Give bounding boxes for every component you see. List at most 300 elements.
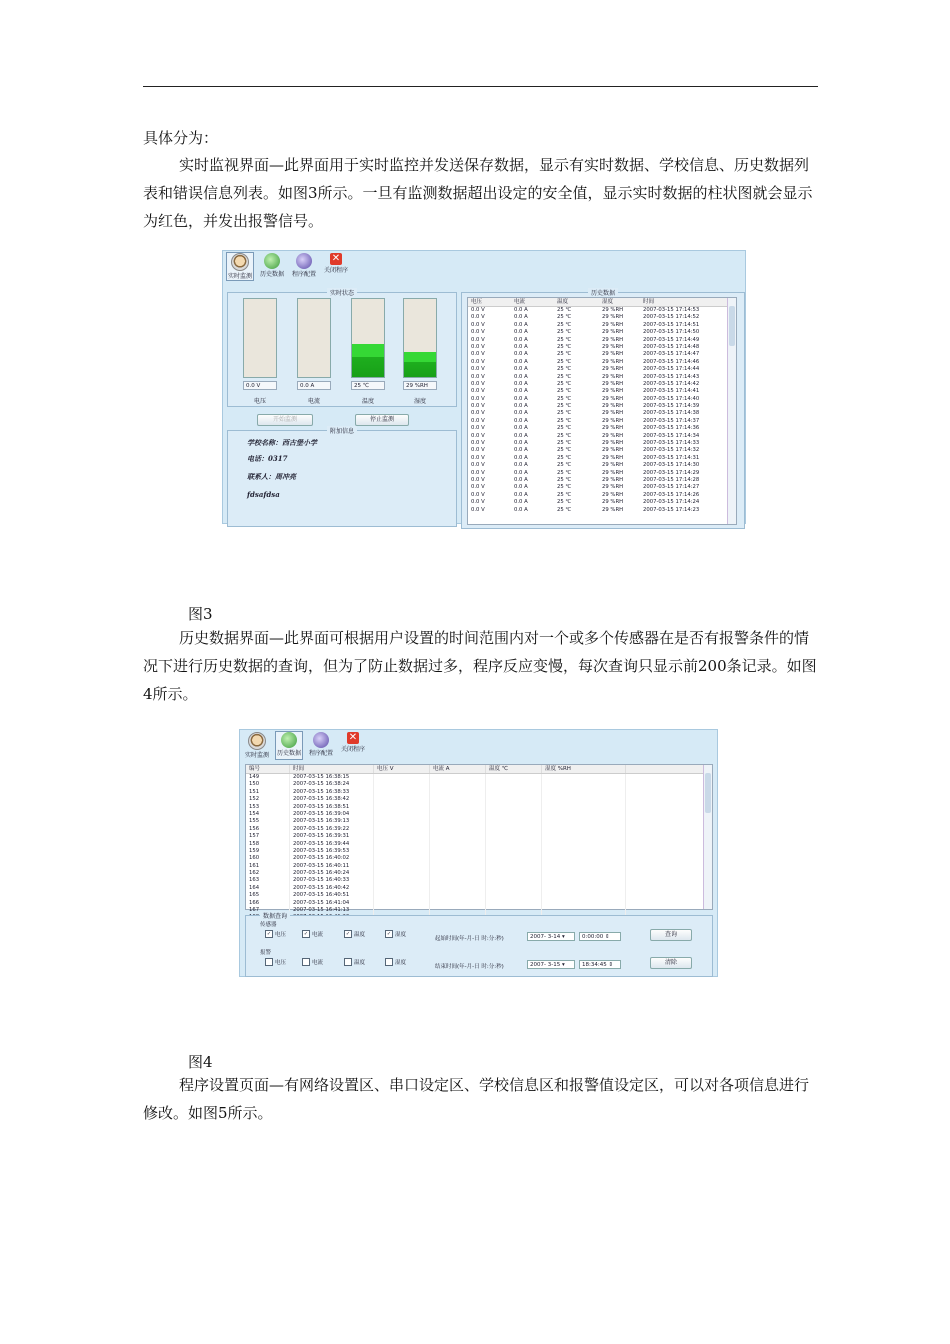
table-cell bbox=[486, 804, 542, 811]
table-cell bbox=[430, 892, 486, 899]
table-cell bbox=[542, 855, 626, 862]
start-date-picker[interactable]: 2007- 3-14 ▾ bbox=[527, 932, 575, 941]
history-row[interactable] bbox=[468, 507, 736, 514]
history-cell: 29 %RH bbox=[602, 307, 624, 313]
history-cell: 0.0 A bbox=[514, 314, 528, 321]
table-cell: 155 bbox=[246, 818, 290, 825]
table-cell bbox=[542, 781, 626, 788]
history-cell: 29 %RH bbox=[602, 395, 624, 402]
history-row[interactable] bbox=[468, 344, 736, 351]
table-cell bbox=[430, 841, 486, 848]
checkbox-label: 温度 bbox=[354, 960, 366, 966]
table-cell bbox=[542, 796, 626, 803]
history-cell: 0.0 A bbox=[514, 476, 528, 483]
history-cell: 29 %RH bbox=[602, 506, 624, 513]
table-cell bbox=[542, 833, 626, 840]
history-row[interactable] bbox=[468, 351, 736, 358]
gauge-fill bbox=[352, 344, 384, 377]
history-cell: 25 ℃ bbox=[557, 403, 572, 410]
history-cell: 2007-03-15 17:14:53 bbox=[643, 307, 700, 313]
table-row[interactable] bbox=[246, 855, 712, 862]
history-cell: 2007-03-15 17:14:36 bbox=[643, 425, 700, 432]
table-cell: 2007-03-15 16:40:11 bbox=[290, 863, 374, 870]
history-cell: 29 %RH bbox=[602, 380, 624, 387]
table-cell bbox=[542, 885, 626, 892]
table-cell bbox=[374, 811, 430, 818]
table-row[interactable] bbox=[246, 804, 712, 811]
history-row[interactable] bbox=[468, 418, 736, 425]
history-cell: 29 %RH bbox=[602, 454, 624, 461]
history-cell: 0.0 A bbox=[514, 351, 528, 358]
table-cell bbox=[486, 826, 542, 833]
extra-info-group: 附加信息 bbox=[227, 430, 457, 527]
history-cell: 0.0 V bbox=[471, 476, 485, 483]
history-cell: 29 %RH bbox=[602, 336, 624, 343]
table-row[interactable] bbox=[246, 848, 712, 855]
table-cell bbox=[374, 907, 430, 914]
history-cell: 25 ℃ bbox=[557, 358, 572, 365]
history-cell: 0.0 V bbox=[471, 388, 485, 395]
stop-monitor-button[interactable]: 停止监测 bbox=[355, 414, 409, 426]
history-cell: 25 ℃ bbox=[557, 366, 572, 373]
history-cell: 0.0 V bbox=[471, 314, 485, 321]
table-cell bbox=[374, 863, 430, 870]
history-table[interactable] bbox=[245, 764, 713, 914]
paragraph-settings: 程序设置页面—有网络设置区、串口设定区、学校信息区和报警值设定区，可以对各项信息进行修改。如图5所示。 bbox=[143, 1076, 810, 1122]
history-cell: 0.0 A bbox=[514, 329, 528, 336]
toolbar-history-button[interactable]: 历史数据 bbox=[276, 732, 302, 759]
history-cell: 0.0 A bbox=[514, 343, 528, 350]
sensor-checkbox[interactable] bbox=[385, 930, 406, 938]
history-cell: 0.0 A bbox=[514, 432, 528, 439]
table-row[interactable] bbox=[246, 833, 712, 840]
history-cell: 2007-03-15 17:14:27 bbox=[643, 484, 700, 491]
history-row[interactable] bbox=[468, 440, 736, 447]
history-cell: 25 ℃ bbox=[557, 410, 572, 417]
history-list-header bbox=[468, 298, 736, 307]
column-header[interactable]: 湿度 bbox=[602, 299, 614, 305]
start-monitor-button[interactable]: 开始监测 bbox=[257, 414, 313, 426]
school-phone: 电话：0317 bbox=[247, 454, 288, 463]
table-cell: 151 bbox=[246, 789, 290, 796]
history-row[interactable] bbox=[468, 388, 736, 395]
checkbox-box[interactable]: ✓ bbox=[345, 931, 351, 937]
history-cell: 2007-03-15 17:14:48 bbox=[643, 343, 700, 350]
history-row[interactable] bbox=[468, 329, 736, 336]
toolbar bbox=[223, 251, 745, 282]
table-cell bbox=[374, 848, 430, 855]
table-cell bbox=[486, 870, 542, 877]
table-cell: 2007-03-15 16:38:24 bbox=[290, 781, 374, 788]
history-cell: 2007-03-15 17:14:28 bbox=[643, 476, 700, 483]
table-row[interactable] bbox=[246, 841, 712, 848]
table-cell bbox=[430, 848, 486, 855]
table-cell bbox=[374, 877, 430, 884]
alarm-label: 报警 bbox=[260, 950, 272, 956]
table-cell: 165 bbox=[246, 892, 290, 899]
history-cell: 29 %RH bbox=[602, 410, 624, 417]
checkbox-label: 电流 bbox=[312, 960, 324, 966]
table-cell: 2007-03-15 16:38:51 bbox=[290, 804, 374, 811]
table-cell bbox=[542, 877, 626, 884]
history-cell: 29 %RH bbox=[602, 476, 624, 483]
history-cell: 29 %RH bbox=[602, 366, 624, 373]
table-cell bbox=[430, 796, 486, 803]
table-cell: 2007-03-15 16:39:13 bbox=[290, 818, 374, 825]
table-cell bbox=[430, 826, 486, 833]
history-cell: 29 %RH bbox=[602, 343, 624, 350]
table-row[interactable] bbox=[246, 818, 712, 825]
history-row[interactable] bbox=[468, 337, 736, 344]
history-row[interactable] bbox=[468, 462, 736, 469]
history-cell: 0.0 A bbox=[514, 388, 528, 395]
history-cell: 25 ℃ bbox=[557, 373, 572, 380]
history-cell: 0.0 A bbox=[514, 307, 528, 313]
gear-icon bbox=[296, 253, 312, 269]
history-cell: 0.0 A bbox=[514, 506, 528, 513]
history-cell: 2007-03-15 17:14:51 bbox=[643, 321, 700, 328]
table-row[interactable] bbox=[246, 826, 712, 833]
history-cell: 25 ℃ bbox=[557, 388, 572, 395]
sensor-label: 传感器 bbox=[260, 922, 277, 928]
table-cell bbox=[430, 870, 486, 877]
sensor-checkbox[interactable] bbox=[302, 930, 323, 938]
figure-4-screenshot bbox=[239, 729, 718, 977]
gauge-label: 湿度 bbox=[413, 398, 426, 405]
history-cell: 2007-03-15 17:14:52 bbox=[643, 314, 700, 321]
table-cell bbox=[486, 848, 542, 855]
history-cell: 29 %RH bbox=[602, 351, 624, 358]
column-header[interactable]: 时间 bbox=[290, 765, 374, 773]
table-row[interactable] bbox=[246, 811, 712, 818]
history-cell: 2007-03-15 17:14:43 bbox=[643, 373, 700, 380]
history-row[interactable] bbox=[468, 499, 736, 506]
gauge-bar bbox=[243, 298, 277, 378]
table-row[interactable] bbox=[246, 774, 712, 781]
table-cell bbox=[486, 796, 542, 803]
history-cell: 0.0 V bbox=[471, 307, 485, 313]
history-cell: 29 %RH bbox=[602, 417, 624, 424]
column-header[interactable]: 电流 A bbox=[430, 765, 486, 773]
table-row[interactable] bbox=[246, 870, 712, 877]
end-time-spinner[interactable]: 18:34:45 ⇕ bbox=[579, 960, 621, 969]
alarm-checkbox[interactable] bbox=[344, 958, 365, 966]
gauge-label: 电流 bbox=[307, 398, 320, 405]
checkbox-box[interactable]: ✓ bbox=[303, 931, 309, 937]
toolbar-close-button[interactable]: ✕ 关闭程序 bbox=[323, 253, 348, 274]
table-cell: 166 bbox=[246, 900, 290, 907]
history-cell: 2007-03-15 17:14:38 bbox=[643, 410, 700, 417]
alarm-checkbox[interactable] bbox=[302, 958, 323, 966]
table-cell bbox=[486, 818, 542, 825]
table-row[interactable] bbox=[246, 892, 712, 899]
table-cell: 2007-03-15 16:38:42 bbox=[290, 796, 374, 803]
history-row[interactable] bbox=[468, 307, 736, 314]
history-cell: 25 ℃ bbox=[557, 380, 572, 387]
intro-text: 具体分为： bbox=[143, 129, 219, 147]
table-cell: 2007-03-15 16:39:04 bbox=[290, 811, 374, 818]
history-cell: 29 %RH bbox=[602, 329, 624, 336]
gauge-label: 温度 bbox=[361, 398, 374, 405]
column-header[interactable]: 湿度 %RH bbox=[542, 765, 626, 773]
history-row[interactable] bbox=[468, 381, 736, 388]
table-cell bbox=[374, 789, 430, 796]
table-cell: 2007-03-15 16:40:24 bbox=[290, 870, 374, 877]
column-header[interactable]: 温度 bbox=[557, 299, 569, 305]
history-row[interactable] bbox=[468, 447, 736, 454]
checkbox-label: 温度 bbox=[354, 932, 366, 938]
history-cell: 2007-03-15 17:14:31 bbox=[643, 454, 700, 461]
table-row[interactable] bbox=[246, 907, 712, 914]
table-cell bbox=[430, 789, 486, 796]
history-cell: 0.0 V bbox=[471, 329, 485, 336]
history-cell: 0.0 V bbox=[471, 366, 485, 373]
history-row[interactable] bbox=[468, 359, 736, 366]
table-row[interactable] bbox=[246, 900, 712, 907]
toolbar-realtime-button[interactable]: 实时监测 bbox=[227, 253, 253, 280]
history-row[interactable] bbox=[468, 477, 736, 484]
table-cell bbox=[542, 789, 626, 796]
query-button[interactable]: 查询 bbox=[650, 929, 692, 941]
clear-button[interactable]: 清除 bbox=[650, 957, 692, 969]
checkbox-box[interactable] bbox=[265, 958, 273, 966]
table-row[interactable] bbox=[246, 789, 712, 796]
history-data-group: 历史数据 bbox=[461, 292, 745, 529]
history-cell: 0.0 V bbox=[471, 469, 485, 476]
history-row[interactable] bbox=[468, 366, 736, 373]
checkbox-label: 电压 bbox=[275, 932, 287, 938]
checkbox-label: 湿度 bbox=[395, 960, 407, 966]
table-cell bbox=[542, 870, 626, 877]
table-cell bbox=[486, 833, 542, 840]
history-row[interactable] bbox=[468, 492, 736, 499]
table-row[interactable] bbox=[246, 885, 712, 892]
history-cell: 0.0 A bbox=[514, 417, 528, 424]
table-cell bbox=[542, 848, 626, 855]
table-cell bbox=[430, 781, 486, 788]
gear-icon bbox=[313, 732, 329, 748]
column-header[interactable]: 电流 bbox=[514, 299, 526, 305]
history-cell: 29 %RH bbox=[602, 425, 624, 432]
end-date-picker[interactable]: 2007- 3-15 ▾ bbox=[527, 960, 575, 969]
table-cell bbox=[486, 900, 542, 907]
history-cell: 29 %RH bbox=[602, 447, 624, 454]
header-rule bbox=[143, 86, 818, 87]
history-cell: 29 %RH bbox=[602, 484, 624, 491]
figure-3-caption: 图3 bbox=[188, 605, 213, 623]
history-cell: 0.0 A bbox=[514, 358, 528, 365]
table-cell: 2007-03-15 16:41:04 bbox=[290, 900, 374, 907]
table-cell bbox=[486, 774, 542, 781]
history-cell: 25 ℃ bbox=[557, 484, 572, 491]
column-header[interactable]: 温度 ℃ bbox=[486, 765, 542, 773]
history-cell: 0.0 V bbox=[471, 484, 485, 491]
table-cell bbox=[430, 818, 486, 825]
table-cell: 2007-03-15 16:40:42 bbox=[290, 885, 374, 892]
history-row[interactable] bbox=[468, 322, 736, 329]
monitor-icon bbox=[248, 732, 266, 750]
history-cell: 0.0 V bbox=[471, 380, 485, 387]
toolbar-realtime-button[interactable]: 实时监测 bbox=[244, 732, 270, 759]
alarm-checkbox[interactable] bbox=[385, 958, 406, 966]
checkbox-box[interactable] bbox=[385, 958, 393, 966]
history-cell: 29 %RH bbox=[602, 499, 624, 506]
checkbox-label: 湿度 bbox=[395, 932, 407, 938]
history-cell: 0.0 V bbox=[471, 321, 485, 328]
history-cell: 0.0 V bbox=[471, 410, 485, 417]
table-cell bbox=[430, 877, 486, 884]
toolbar-close-button[interactable]: ✕ 关闭程序 bbox=[340, 732, 365, 753]
table-cell bbox=[374, 796, 430, 803]
table-cell bbox=[374, 804, 430, 811]
table-cell: 2007-03-15 16:38:15 bbox=[290, 774, 374, 781]
history-cell: 2007-03-15 17:14:46 bbox=[643, 358, 700, 365]
alarm-checkbox[interactable] bbox=[265, 958, 286, 966]
table-cell bbox=[430, 885, 486, 892]
table-row[interactable] bbox=[246, 863, 712, 870]
history-cell: 29 %RH bbox=[602, 462, 624, 469]
history-cell: 2007-03-15 17:14:33 bbox=[643, 440, 700, 447]
table-row[interactable] bbox=[246, 877, 712, 884]
table-cell: 2007-03-15 16:39:31 bbox=[290, 833, 374, 840]
table-cell bbox=[486, 863, 542, 870]
checkbox-label: 电压 bbox=[275, 960, 287, 966]
column-header[interactable]: 电压 V bbox=[374, 765, 430, 773]
realtime-status-group: 实时状态 bbox=[227, 292, 457, 407]
table-cell: 161 bbox=[246, 863, 290, 870]
history-row[interactable] bbox=[468, 484, 736, 491]
history-cell: 0.0 A bbox=[514, 366, 528, 373]
history-cell: 25 ℃ bbox=[557, 343, 572, 350]
history-cell: 0.0 V bbox=[471, 425, 485, 432]
gauge-label: 电压 bbox=[253, 398, 266, 405]
history-cell: 0.0 A bbox=[514, 380, 528, 387]
history-cell: 2007-03-15 17:14:34 bbox=[643, 432, 700, 439]
checkbox-box[interactable] bbox=[302, 958, 310, 966]
table-cell bbox=[374, 870, 430, 877]
history-row[interactable] bbox=[468, 433, 736, 440]
history-cell: 0.0 A bbox=[514, 462, 528, 469]
history-cell: 0.0 A bbox=[514, 484, 528, 491]
table-cell bbox=[486, 885, 542, 892]
sensor-checkbox[interactable] bbox=[344, 930, 365, 938]
history-cell: 0.0 V bbox=[471, 454, 485, 461]
toolbar-history-button[interactable]: 历史数据 bbox=[259, 253, 285, 280]
checkbox-box[interactable] bbox=[344, 958, 352, 966]
table-cell: 159 bbox=[246, 848, 290, 855]
history-cell: 0.0 A bbox=[514, 321, 528, 328]
history-row[interactable] bbox=[468, 410, 736, 417]
history-cell: 25 ℃ bbox=[557, 351, 572, 358]
table-cell bbox=[374, 833, 430, 840]
history-cell: 25 ℃ bbox=[557, 469, 572, 476]
history-row[interactable] bbox=[468, 470, 736, 477]
close-icon: ✕ bbox=[348, 732, 358, 743]
paragraph-history: 历史数据界面—此界面可根据用户设置的时间范围内对一个或多个传感器在是否有报警条件的情况下进行历史数据的查询，但为了防止数据过多，程序反应变慢，每次查询只显示前200条记录。如图4所示。 bbox=[143, 629, 817, 703]
history-scrollbar[interactable] bbox=[727, 298, 736, 524]
history-icon bbox=[281, 732, 297, 748]
table-cell: 158 bbox=[246, 841, 290, 848]
figure-3-screenshot bbox=[222, 250, 746, 524]
history-row[interactable] bbox=[468, 396, 736, 403]
table-cell bbox=[542, 774, 626, 781]
history-row[interactable] bbox=[468, 374, 736, 381]
history-cell: 0.0 V bbox=[471, 447, 485, 454]
history-row[interactable] bbox=[468, 455, 736, 462]
history-row[interactable] bbox=[468, 403, 736, 410]
history-cell: 29 %RH bbox=[602, 403, 624, 410]
history-table-scrollbar[interactable] bbox=[703, 765, 712, 909]
history-cell: 25 ℃ bbox=[557, 506, 572, 513]
table-cell bbox=[374, 855, 430, 862]
history-cell: 29 %RH bbox=[602, 469, 624, 476]
history-cell: 29 %RH bbox=[602, 373, 624, 380]
history-cell: 0.0 V bbox=[471, 395, 485, 402]
history-row[interactable] bbox=[468, 425, 736, 432]
history-cell: 0.0 V bbox=[471, 432, 485, 439]
column-header[interactable]: 编号 bbox=[246, 765, 290, 773]
column-header[interactable]: 电压 bbox=[471, 299, 483, 305]
checkbox-box[interactable]: ✓ bbox=[266, 931, 272, 937]
history-icon bbox=[264, 253, 280, 269]
school-name: 学校名称：西古堡小学 bbox=[247, 438, 317, 447]
start-time-spinner[interactable]: 0:00:00 ⇕ bbox=[579, 932, 621, 941]
table-cell bbox=[542, 863, 626, 870]
history-cell: 0.0 A bbox=[514, 469, 528, 476]
close-icon: ✕ bbox=[331, 253, 341, 264]
history-cell: 2007-03-15 17:14:42 bbox=[643, 380, 700, 387]
figure-4-caption: 图4 bbox=[188, 1053, 213, 1071]
history-cell: 29 %RH bbox=[602, 358, 624, 365]
history-cell: 0.0 A bbox=[514, 440, 528, 447]
history-cell: 0.0 V bbox=[471, 440, 485, 447]
checkbox-box[interactable]: ✓ bbox=[386, 931, 392, 937]
history-table-header bbox=[246, 765, 712, 774]
table-cell bbox=[486, 892, 542, 899]
table-cell bbox=[430, 855, 486, 862]
history-cell: 0.0 A bbox=[514, 336, 528, 343]
history-cell: 0.0 A bbox=[514, 425, 528, 432]
history-cell: 25 ℃ bbox=[557, 476, 572, 483]
table-cell bbox=[374, 841, 430, 848]
history-cell: 0.0 A bbox=[514, 403, 528, 410]
table-cell bbox=[374, 774, 430, 781]
history-cell: 2007-03-15 17:14:41 bbox=[643, 388, 700, 395]
toolbar-config-button[interactable]: 程序配置 bbox=[308, 732, 334, 759]
toolbar-config-button[interactable]: 程序配置 bbox=[291, 253, 317, 280]
table-row[interactable] bbox=[246, 796, 712, 803]
history-cell: 2007-03-15 17:14:32 bbox=[643, 447, 700, 454]
history-cell: 0.0 V bbox=[471, 336, 485, 343]
history-cell: 25 ℃ bbox=[557, 491, 572, 498]
school-contact: 联系人：周冲亮 bbox=[247, 472, 296, 481]
column-header[interactable]: 时间 bbox=[643, 299, 655, 305]
sensor-checkbox[interactable] bbox=[265, 930, 286, 938]
table-row[interactable] bbox=[246, 781, 712, 788]
gauge-bar bbox=[351, 298, 385, 378]
gauge-bar bbox=[403, 298, 437, 378]
table-cell bbox=[542, 900, 626, 907]
history-cell: 25 ℃ bbox=[557, 454, 572, 461]
history-cell: 0.0 V bbox=[471, 506, 485, 513]
table-cell: 2007-03-15 16:41:13 bbox=[290, 907, 374, 914]
table-cell bbox=[542, 818, 626, 825]
history-list[interactable] bbox=[467, 297, 737, 525]
history-cell: 2007-03-15 17:14:24 bbox=[643, 499, 700, 506]
history-row[interactable] bbox=[468, 314, 736, 321]
table-cell: 164 bbox=[246, 885, 290, 892]
table-cell: 163 bbox=[246, 877, 290, 884]
